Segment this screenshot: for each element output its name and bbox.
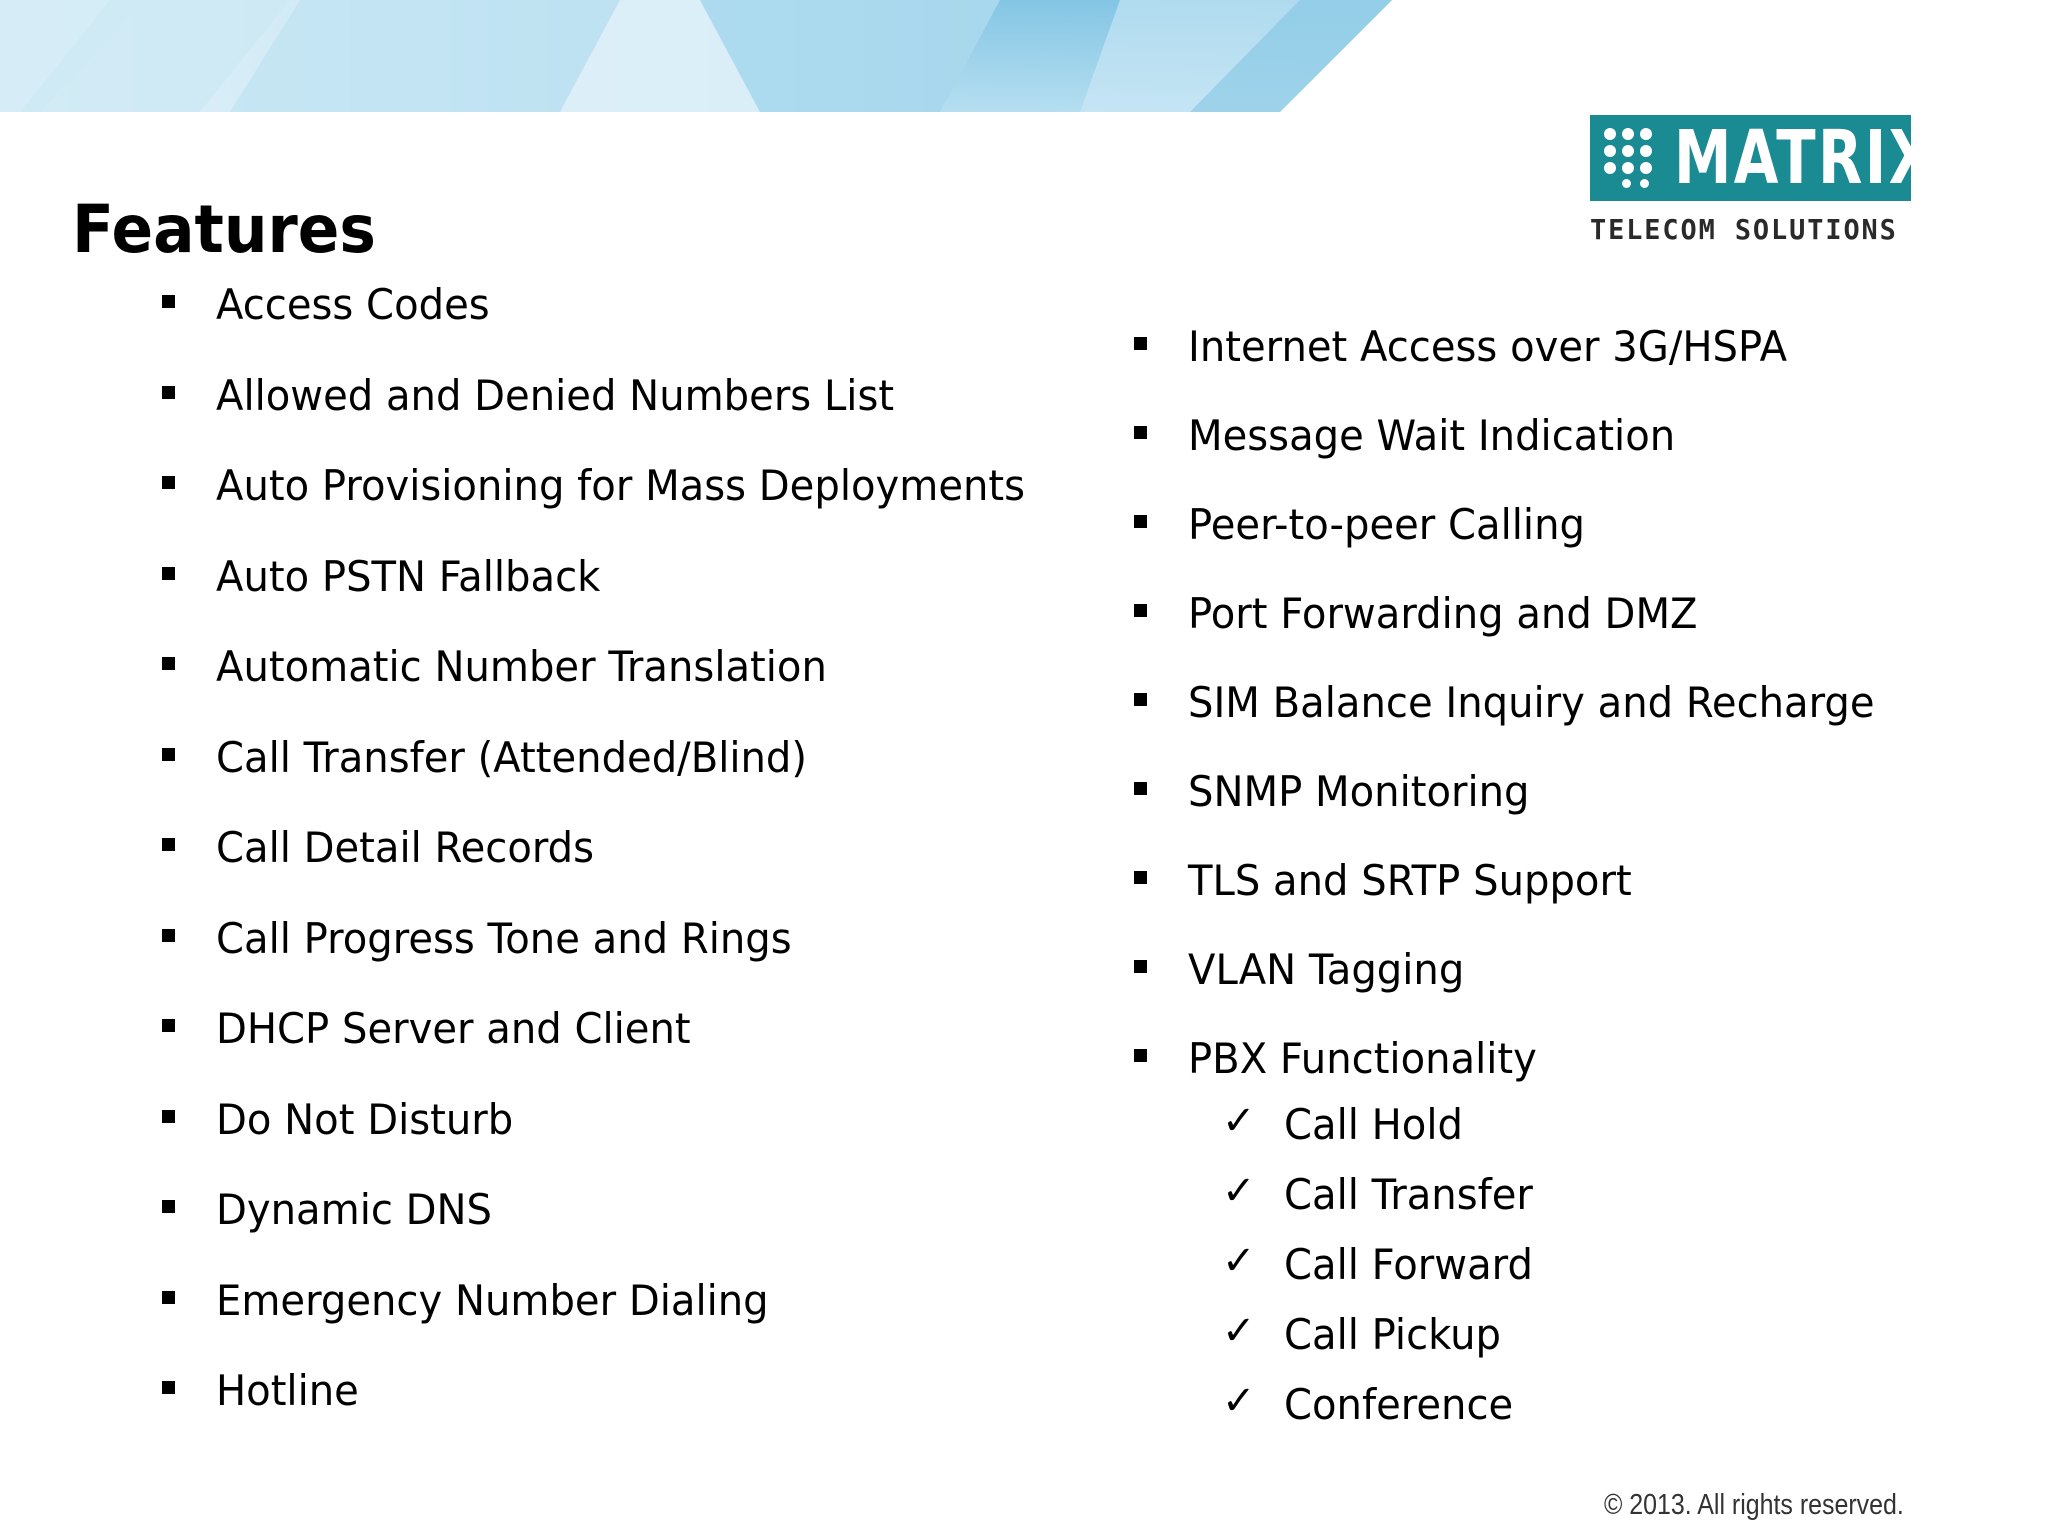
logo-tagline: TELECOM SOLUTIONS (1590, 213, 1898, 246)
square-bullet-icon (162, 929, 175, 942)
square-bullet-icon (162, 1019, 175, 1032)
square-bullet-icon (162, 567, 175, 580)
square-bullet-icon (1134, 1049, 1147, 1062)
square-bullet-icon (1134, 515, 1147, 528)
checkmark-icon: ✓ (1222, 1238, 1256, 1284)
logo-box (1590, 115, 1936, 201)
square-bullet-icon (162, 1291, 175, 1304)
square-bullet-icon (1134, 782, 1147, 795)
logo-wordmark: MATRIX (1674, 115, 1936, 201)
square-bullet-icon (162, 386, 175, 399)
square-bullet-icon (162, 748, 175, 761)
square-bullet-icon (1134, 871, 1147, 884)
slide-title: Features (72, 191, 376, 268)
checkmark-icon: ✓ (1222, 1308, 1256, 1354)
square-bullet-icon (1134, 960, 1147, 973)
logo-dots-icon (1602, 128, 1662, 190)
square-bullet-icon (162, 838, 175, 851)
square-bullet-icon (162, 1200, 175, 1213)
square-bullet-icon (162, 657, 175, 670)
checkmark-icon: ✓ (1222, 1098, 1256, 1144)
copyright-notice: © 2013. All rights reserved. (1604, 1489, 1904, 1521)
square-bullet-icon (162, 1381, 175, 1394)
checkmark-icon: ✓ (1222, 1378, 1256, 1424)
square-bullet-icon (1134, 693, 1147, 706)
header-banner (0, 0, 2048, 115)
square-bullet-icon (1134, 337, 1147, 350)
square-bullet-icon (162, 295, 175, 308)
square-bullet-icon (162, 1110, 175, 1123)
square-bullet-icon (1134, 426, 1147, 439)
square-bullet-icon (162, 476, 175, 489)
square-bullet-icon (1134, 604, 1147, 617)
checkmark-icon: ✓ (1222, 1168, 1256, 1214)
matrix-logo (1590, 115, 1936, 250)
slide: MATRIX TELECOM SOLUTIONS Features Access Codes Allowed and Denied Numbers List Auto Provisioning for Mass Deployments Auto PSTN Fallback Automatic Number Translation Call Transfer (Attended/Blind) Call Detail Records Call Progress Tone and Rings DHCP Server and Client Do Not Disturb Dynamic DNS Emergency Number Dialing Hotline Internet Access over 3G/HSPA Message Wait Indication Peer-to-peer Calling Port Forwarding and DMZ SIM Balance Inquiry and Recharge SNMP Monitoring TLS and SRTP Support VLAN Tagging PBX Functionality ✓ Call Hold ✓ Call Transfer ✓ Call Forward ✓ Call Pickup ✓ Conference © 2013. All rights reserved. (0, 0, 2048, 1536)
